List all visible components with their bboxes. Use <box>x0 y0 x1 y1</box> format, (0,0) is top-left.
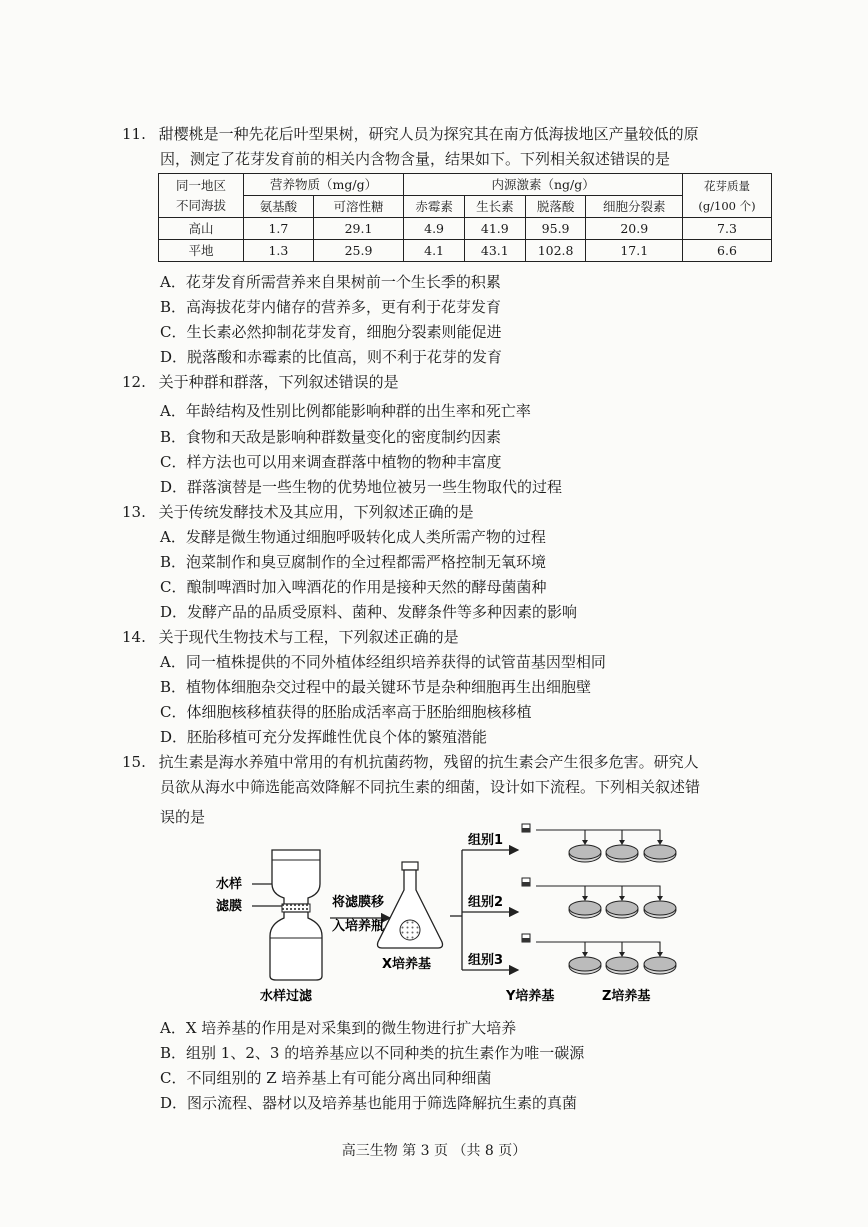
q15-option-b: B．组别 1、2、3 的培养基应以不同种类的抗生素作为唯一碳源 <box>160 1044 585 1062</box>
table-header-quality <box>683 174 772 218</box>
cell: 4.1 <box>404 240 465 262</box>
q12-option-d: D．群落演替是一些生物的优势地位被另一些生物取代的过程 <box>160 478 563 496</box>
y-medium-tube-icon <box>522 934 530 942</box>
cell: 17.1 <box>586 240 683 262</box>
col-gibberellin: 赤霉素 <box>404 196 465 218</box>
q11-data-table <box>158 173 772 262</box>
q14-number: 14. <box>122 628 146 646</box>
q14-option-b: B．植物体细胞杂交过程中的最关键环节是杂种细胞再生出细胞壁 <box>160 678 592 696</box>
q12-option-a: A．年龄结构及性别比例都能影响种群的出生率和死亡率 <box>160 402 531 420</box>
q11-stem-line2: 因，测定了花芽发育前的相关内含物含量，结果如下。下列相关叙述错误的是 <box>160 150 671 168</box>
q15-stem-line2: 员欲从海水中筛选能高效降解不同抗生素的细菌，设计如下流程。下列相关叙述错 <box>160 778 701 796</box>
q14-option-c: C．体细胞核移植获得的胚胎成活率高于胚胎细胞核移植 <box>160 703 532 721</box>
y-medium-tube-icon <box>522 878 530 886</box>
petri-dish-icon <box>644 845 676 862</box>
petri-dish-icon <box>569 845 601 862</box>
col-soluble-sugar: 可溶性糖 <box>313 196 403 218</box>
header-group-line1: 同一地区 <box>175 177 226 193</box>
col-auxin: 生长素 <box>464 196 525 218</box>
cell: 7.3 <box>683 218 772 240</box>
q15-number: 15. <box>122 753 146 771</box>
table-header-nutrition: 营养物质（mg/g） <box>244 174 404 196</box>
cell: 41.9 <box>464 218 525 240</box>
page-footer: 高三生物 第 3 页 （共 8 页） <box>341 1143 527 1159</box>
q11-option-d: D．脱落酸和赤霉素的比值高，则不利于花芽的发育 <box>160 348 503 366</box>
label-group-2: 组别2 <box>468 895 504 910</box>
table-header-group <box>159 174 244 218</box>
q12-stem <box>122 372 399 392</box>
label-y-medium: Y培养基 <box>506 989 555 1004</box>
q11-option-c: C．生长素必然抑制花芽发育，细胞分裂素则能促进 <box>160 323 502 341</box>
header-quality-line2: (g/100 个) <box>698 198 756 213</box>
cell: 1.3 <box>244 240 314 262</box>
table-header-hormone: 内源激素（ng/g） <box>404 174 683 196</box>
q14-stem-text: 关于现代生物技术与工程，下列叙述正确的是 <box>158 628 459 646</box>
cell: 20.9 <box>586 218 683 240</box>
label-water-filtration: 水样过滤 <box>260 989 313 1004</box>
q14-option-a: A．同一植株提供的不同外植体经组织培养获得的试管苗基因型相同 <box>160 653 606 671</box>
label-transfer-line1: 将滤膜移 <box>332 895 385 910</box>
q12-number: 12. <box>122 373 146 391</box>
filter-apparatus-icon <box>270 850 322 980</box>
q13-option-d: D．发酵产品的品质受原料、菌种、发酵条件等多种因素的影响 <box>160 603 578 621</box>
q14-stem <box>122 627 459 647</box>
culture-flask-icon <box>378 862 443 948</box>
table-row <box>159 240 772 262</box>
row-label: 平地 <box>159 240 244 262</box>
label-z-medium: Z培养基 <box>602 989 651 1004</box>
col-amino-acid: 氨基酸 <box>244 196 314 218</box>
q11-option-b: B．高海拔花芽内储存的营养多，更有利于花芽发育 <box>160 298 502 316</box>
q15-stem-line1 <box>122 752 699 772</box>
label-transfer-line2: 入培养瓶 <box>332 919 385 934</box>
cell: 95.9 <box>525 218 586 240</box>
q13-option-a: A．发酵是微生物通过细胞呼吸转化成人类所需产物的过程 <box>160 528 546 546</box>
q11-stem-text1: 甜樱桃是一种先花后叶型果树，研究人员为探究其在南方低海拔地区产量较低的原 <box>158 125 699 143</box>
q15-option-a: A．X 培养基的作用是对采集到的微生物进行扩大培养 <box>160 1019 517 1037</box>
petri-dish-icon <box>606 957 638 974</box>
q14-option-d: D．胚胎移植可充分发挥雌性优良个体的繁殖潜能 <box>160 728 488 746</box>
cell: 6.6 <box>683 240 772 262</box>
petri-dish-icon <box>569 901 601 918</box>
label-group-1: 组别1 <box>468 833 504 848</box>
cell: 1.7 <box>244 218 314 240</box>
header-group-line2: 不同海拔 <box>175 197 226 213</box>
petri-dish-icon <box>606 845 638 862</box>
q11-option-a: A．花芽发育所需营养来自果树前一个生长季的积累 <box>160 273 501 291</box>
q15-option-c: C．不同组别的 Z 培养基上有可能分离出同种细菌 <box>160 1069 492 1087</box>
label-filter-membrane: 滤膜 <box>216 899 243 914</box>
q11-number: 11. <box>122 125 146 143</box>
q13-option-b: B．泡菜制作和臭豆腐制作的全过程都需严格控制无氧环境 <box>160 553 547 571</box>
q12-option-c: C．样方法也可以用来调查群落中植物的物种丰富度 <box>160 453 502 471</box>
col-cytokinin: 细胞分裂素 <box>586 196 683 218</box>
q13-option-c: C．酿制啤酒时加入啤酒花的作用是接种天然的酵母菌菌种 <box>160 578 547 596</box>
q12-stem-text: 关于种群和群落，下列叙述错误的是 <box>158 373 399 391</box>
q15-stem-text1: 抗生素是海水养殖中常用的有机抗菌药物，残留的抗生素会产生很多危害。研究人 <box>158 753 699 771</box>
label-x-medium: X培养基 <box>382 957 432 972</box>
cell: 4.9 <box>404 218 465 240</box>
cell: 102.8 <box>525 240 586 262</box>
petri-dish-icon <box>644 957 676 974</box>
row-label: 高山 <box>159 218 244 240</box>
table-row <box>159 218 772 240</box>
label-water-sample: 水样 <box>216 877 243 892</box>
q13-stem <box>122 502 474 522</box>
header-quality-line1: 花芽质量 <box>704 178 750 193</box>
q12-option-b: B．食物和天敌是影响种群数量变化的密度制约因素 <box>160 428 502 446</box>
label-group-3: 组别3 <box>468 953 504 968</box>
petri-dish-icon <box>606 901 638 918</box>
cell: 43.1 <box>464 240 525 262</box>
q11-stem-line1 <box>122 124 699 144</box>
q15-stem-line3: 误的是 <box>160 808 206 826</box>
q13-stem-text: 关于传统发酵技术及其应用，下列叙述正确的是 <box>158 503 474 521</box>
cell: 29.1 <box>313 218 403 240</box>
y-medium-tube-icon <box>522 824 530 832</box>
cell: 25.9 <box>313 240 403 262</box>
petri-dish-icon <box>644 901 676 918</box>
q13-number: 13. <box>122 503 146 521</box>
q15-flow-diagram <box>210 820 700 1010</box>
petri-dish-icon <box>569 957 601 974</box>
q15-option-d: D．图示流程、器材以及培养基也能用于筛选降解抗生素的真菌 <box>160 1094 578 1112</box>
col-abscisic-acid: 脱落酸 <box>525 196 586 218</box>
